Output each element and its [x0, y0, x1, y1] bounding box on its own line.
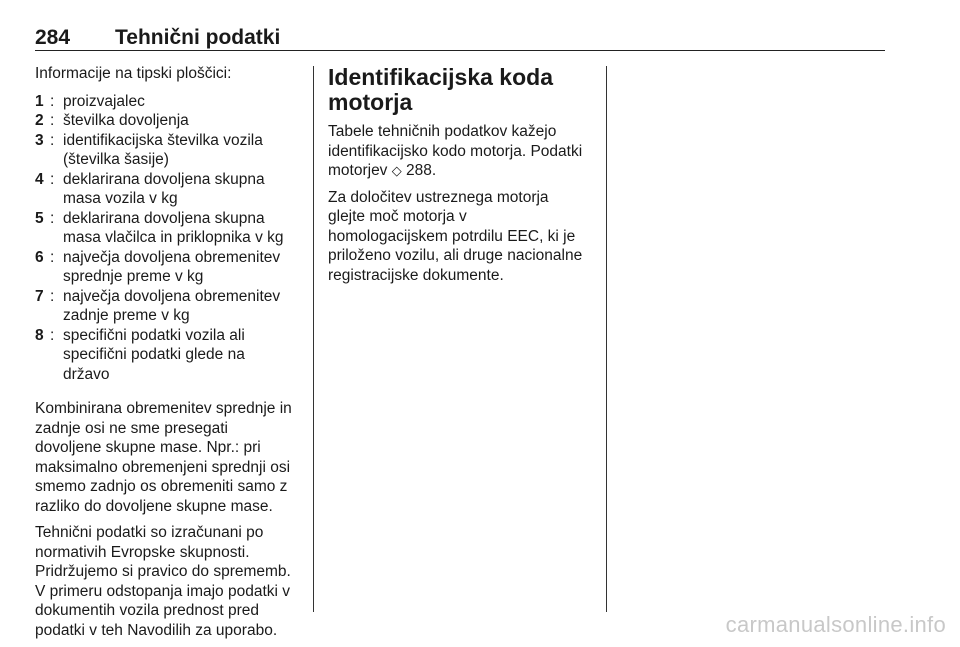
axle-load-paragraph: Kombinirana obremenitev sprednje in zadnje osi ne sme presegati dovoljene skupne mase. Npr.: pri maksimalno obremenjeni sprednji osi smemo zadnjo os obremeniti samo z razliko do dovoljene skupne mase.: [35, 400, 292, 515]
item-number: 6: [35, 248, 44, 266]
column-divider-left: [313, 66, 314, 612]
watermark: carmanualsonline.info: [725, 612, 946, 637]
page-number: 284: [35, 26, 71, 49]
list-item: 1 : proizvajalec: [35, 92, 305, 112]
item-number: 7: [35, 287, 44, 305]
list-item: 5 : deklarirana dovoljena skupna masa vlačilca in priklopnika v kg: [35, 209, 305, 248]
section-heading: Identifikacijska koda motorja: [328, 64, 553, 115]
item-text: specifični podatki glede na: [63, 346, 245, 363]
list-item: 6 : največja dovoljena obremenitev sprednje preme v kg: [35, 248, 305, 287]
item-number: 3: [35, 131, 44, 149]
item-number: 8: [35, 326, 44, 344]
item-text: proizvajalec: [63, 92, 145, 110]
list-item: 4 : deklarirana dovoljena skupna masa vozila v kg: [35, 170, 305, 209]
item-text: državo: [63, 365, 110, 383]
item-number: 4: [35, 170, 44, 188]
item-number: 5: [35, 209, 44, 227]
list-item: 8 : specifični podatki vozila ali specifični podatki glede na državo: [35, 326, 305, 385]
item-text: deklarirana dovoljena skupna: [63, 170, 265, 188]
item-text: specifični podatki vozila ali: [63, 326, 245, 344]
plate-intro: Informacije na tipski ploščici:: [35, 65, 232, 82]
page-title: Tehnični podatki: [115, 26, 281, 49]
item-text: masa vozila v kg: [63, 190, 178, 207]
engine-code-paragraph: Tabele tehničnih podatkov kažejo identifikacijsko kodo motorja. Podatki motorjev ◇ 288.: [328, 123, 583, 179]
item-number: 2: [35, 112, 44, 129]
item-text: identifikacijska številka vozila: [63, 131, 263, 149]
middle-column: [328, 64, 598, 292]
item-text: masa vlačilca in priklopnika v kg: [63, 229, 284, 246]
list-item: 7 : največja dovoljena obremenitev zadnje preme v kg: [35, 287, 305, 326]
item-text: največja dovoljena obremenitev: [63, 248, 281, 266]
item-text: sprednje preme v kg: [63, 268, 204, 285]
engine-determination-paragraph: Za določitev ustreznega motorja glejte moč motorja v homologacijskem potrdilu EEC, ki je priloženo vozilu, ali druge nacionalne registracijske dokumente.: [328, 188, 583, 284]
page-header: [35, 26, 885, 51]
item-text: zadnje preme v kg: [63, 307, 190, 324]
page-reference: 288.: [401, 162, 437, 179]
item-text: največja dovoljena obremenitev: [63, 287, 281, 305]
column-divider-right: [606, 66, 607, 612]
list-item: 3 : identifikacijska številka vozila (številka šasije): [35, 131, 305, 170]
left-column: [35, 64, 305, 647]
page-reference-icon: ◇: [391, 163, 402, 178]
item-number: 1: [35, 92, 44, 110]
item-text: številka dovoljenja: [63, 112, 189, 129]
item-text: deklarirana dovoljena skupna: [63, 209, 265, 227]
eu-norms-paragraph: Tehnični podatki so izračunani po normativih Evropske skupnosti. Pridržujemo si pravico do sprememb. V primeru odstopanja imajo podatki v dokumentih vozila prednost pred podatki v teh Navodilih za uporabo.: [35, 524, 291, 639]
plate-info-list: [35, 92, 305, 385]
list-item: 2 : številka dovoljenja: [35, 111, 305, 131]
item-text: (številka šasije): [63, 151, 169, 168]
